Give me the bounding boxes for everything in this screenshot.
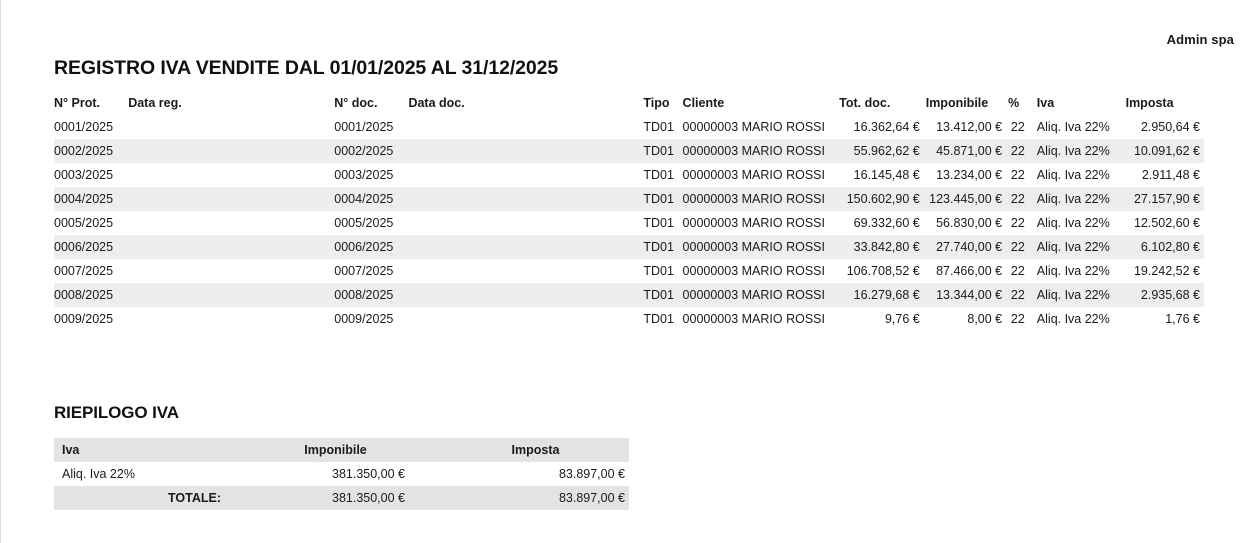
cell-n-doc: 0007/2025 [334,264,394,278]
cell-imponibile: 8,00 € [967,312,1003,326]
table-row [54,211,1204,235]
cell-imposta: 2.950,64 € [1140,120,1200,134]
summary-total-imposta: 83.897,00 € [558,491,625,505]
table-row [54,139,1204,163]
cell-n-doc: 0005/2025 [334,216,394,230]
column-header-percent: % [1008,96,1020,110]
cell-tipo: TD01 [643,240,674,254]
column-header-prot: N° Prot. [54,96,100,110]
summary-row [54,462,629,486]
cell-tot-doc: 16.279,68 € [853,288,920,302]
cell-cliente: 00000003 MARIO ROSSI [682,264,825,278]
cell-cliente: 00000003 MARIO ROSSI [682,168,825,182]
cell-data-doc [408,187,643,211]
table-row [54,163,1204,187]
cell-prot: 0006/2025 [54,240,114,254]
page-left-border [0,0,1,543]
cell-data-reg [128,259,334,283]
cell-tot-doc: 16.362,64 € [853,120,920,134]
cell-data-doc [408,139,643,163]
cell-imposta: 2.935,68 € [1140,288,1200,302]
summary-column-header-imposta: Imposta [442,438,629,462]
table-row [54,259,1204,283]
column-header-cliente: Cliente [682,96,725,110]
column-header-tipo: Tipo [643,96,670,110]
cell-tot-doc: 69.332,60 € [853,216,920,230]
cell-imponibile: 13.344,00 € [936,288,1003,302]
cell-prot: 0002/2025 [54,144,114,158]
cell-data-reg [128,235,334,259]
cell-n-doc: 0009/2025 [334,312,394,326]
company-name: Admin spa [1166,32,1234,47]
cell-tot-doc: 55.962,62 € [853,144,920,158]
table-row [54,283,1204,307]
cell-imposta: 27.157,90 € [1133,192,1200,206]
table-row [54,235,1204,259]
cell-cliente: 00000003 MARIO ROSSI [682,216,825,230]
register-header-row [54,93,1204,115]
column-header-imposta: Imposta [1125,96,1174,110]
cell-percent: 22 [1010,144,1025,158]
cell-data-doc [408,235,643,259]
cell-data-doc [408,211,643,235]
cell-data-reg [128,283,334,307]
cell-imposta: 2.911,48 € [1141,168,1200,182]
cell-data-reg [128,307,334,331]
cell-percent: 22 [1010,240,1025,254]
cell-data-doc [408,115,643,139]
column-header-n-doc: N° doc. [334,96,378,110]
cell-imponibile: 13.412,00 € [936,120,1003,134]
cell-prot: 0007/2025 [54,264,114,278]
cell-iva: Aliq. Iva 22% [1036,120,1110,134]
cell-percent: 22 [1010,264,1025,278]
cell-data-doc [408,307,643,331]
cell-cliente: 00000003 MARIO ROSSI [682,120,825,134]
table-row [54,115,1204,139]
cell-imponibile: 45.871,00 € [936,144,1003,158]
cell-data-reg [128,115,334,139]
cell-imposta: 6.102,80 € [1140,240,1200,254]
page-title: REGISTRO IVA VENDITE DAL 01/01/2025 AL 31/12/2025 [54,57,559,79]
cell-tot-doc: 106.708,52 € [846,264,920,278]
vat-summary-title: RIEPILOGO IVA [54,403,179,422]
cell-prot: 0001/2025 [54,120,114,134]
cell-data-doc [408,259,643,283]
register-table-body [54,115,1204,331]
summary-table-head [54,438,629,462]
cell-iva: Aliq. Iva 22% [1036,192,1110,206]
cell-prot: 0008/2025 [54,288,114,302]
column-header-imponibile: Imponibile [925,96,989,110]
cell-tipo: TD01 [643,312,674,326]
cell-percent: 22 [1010,312,1025,326]
cell-cliente: 00000003 MARIO ROSSI [682,288,825,302]
summary-table-body [54,462,629,510]
cell-percent: 22 [1010,120,1025,134]
cell-imposta: 10.091,62 € [1133,144,1200,158]
cell-imponibile: 87.466,00 € [936,264,1003,278]
cell-data-doc [408,163,643,187]
cell-imposta: 1,76 € [1165,312,1200,326]
cell-iva: Aliq. Iva 22% [1036,240,1110,254]
cell-tipo: TD01 [643,168,674,182]
cell-data-doc [408,283,643,307]
cell-tot-doc: 16.145,48 € [853,168,920,182]
cell-iva: Aliq. Iva 22% [1036,216,1110,230]
summary-header-row [54,438,629,462]
register-table-head [54,93,1204,115]
cell-iva: Aliq. Iva 22% [1036,288,1110,302]
cell-iva: Aliq. Iva 22% [1036,144,1110,158]
cell-percent: 22 [1010,288,1025,302]
cell-cliente: 00000003 MARIO ROSSI [682,192,825,206]
cell-data-reg [128,211,334,235]
cell-n-doc: 0006/2025 [334,240,394,254]
cell-imponibile: 56.830,00 € [936,216,1003,230]
cell-n-doc: 0004/2025 [334,192,394,206]
cell-percent: 22 [1010,168,1025,182]
cell-tot-doc: 33.842,80 € [853,240,920,254]
cell-imponibile: 27.740,00 € [936,240,1003,254]
cell-prot: 0003/2025 [54,168,114,182]
cell-data-reg [128,163,334,187]
cell-iva: Aliq. Iva 22% [1036,264,1110,278]
cell-imponibile: 13.234,00 € [936,168,1003,182]
cell-tipo: TD01 [643,120,674,134]
cell-imponibile: 123.445,00 € [929,192,1003,206]
cell-iva: Aliq. Iva 22% [1036,168,1110,182]
summary-total-label: TOTALE: [167,491,221,505]
column-header-tot-doc: Tot. doc. [839,96,891,110]
cell-tipo: TD01 [643,192,674,206]
cell-tot-doc: 150.602,90 € [846,192,920,206]
cell-data-reg [128,139,334,163]
summary-column-header-iva: Iva [54,438,229,462]
cell-n-doc: 0001/2025 [334,120,394,134]
cell-tot-doc: 9,76 € [884,312,920,326]
cell-iva: Aliq. Iva 22% [1036,312,1110,326]
summary-total-row [54,486,629,510]
cell-cliente: 00000003 MARIO ROSSI [682,312,825,326]
vat-sales-register-table [54,93,1204,331]
table-row [54,307,1204,331]
vat-summary-table [54,438,629,510]
cell-imposta: 12.502,60 € [1133,216,1200,230]
cell-percent: 22 [1010,192,1025,206]
summary-column-header-imponibile: Imponibile [229,438,442,462]
column-header-data-doc: Data doc. [408,96,465,110]
cell-tipo: TD01 [643,264,674,278]
summary-cell-imponibile: 381.350,00 € [332,467,405,481]
cell-n-doc: 0003/2025 [334,168,394,182]
summary-cell-iva: Aliq. Iva 22% [62,467,135,481]
cell-prot: 0009/2025 [54,312,114,326]
cell-n-doc: 0008/2025 [334,288,394,302]
summary-total-imponibile: 381.350,00 € [332,491,405,505]
table-row [54,187,1204,211]
column-header-iva: Iva [1036,96,1055,110]
cell-imposta: 19.242,52 € [1133,264,1200,278]
cell-n-doc: 0002/2025 [334,144,394,158]
cell-tipo: TD01 [643,144,674,158]
cell-percent: 22 [1010,216,1025,230]
cell-tipo: TD01 [643,216,674,230]
column-header-data-reg: Data reg. [128,96,182,110]
cell-prot: 0005/2025 [54,216,114,230]
cell-cliente: 00000003 MARIO ROSSI [682,240,825,254]
cell-tipo: TD01 [643,288,674,302]
cell-prot: 0004/2025 [54,192,114,206]
cell-cliente: 00000003 MARIO ROSSI [682,144,825,158]
cell-data-reg [128,187,334,211]
summary-cell-imposta: 83.897,00 € [558,467,625,481]
